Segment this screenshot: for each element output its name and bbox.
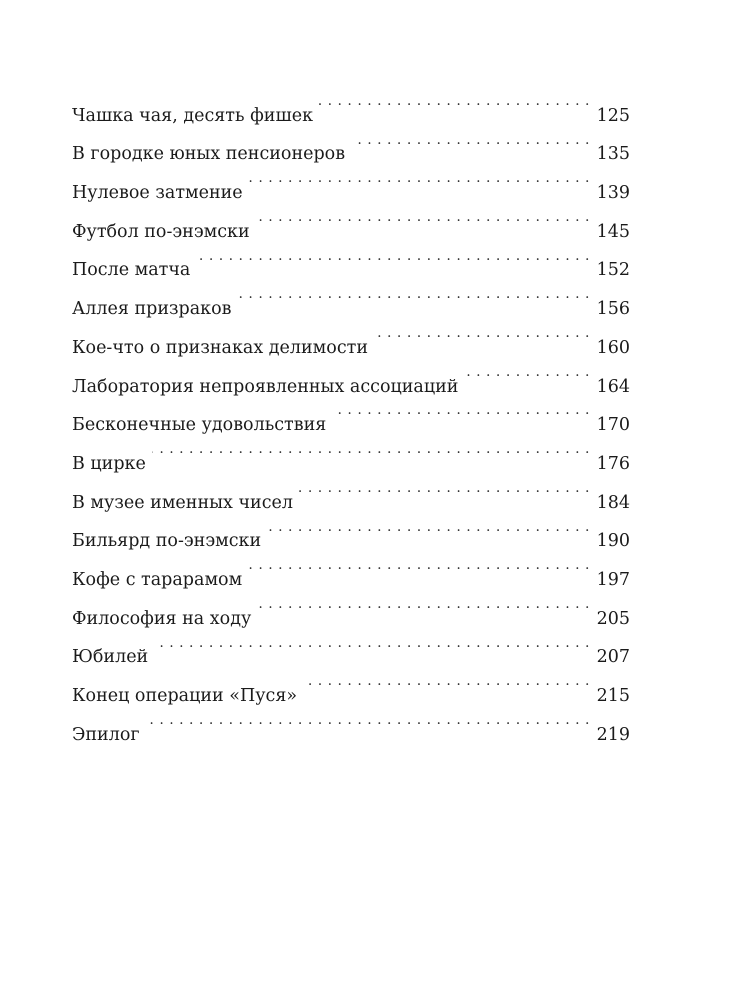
toc-entry-page: 152 [596,260,630,281]
toc-entry [72,469,630,513]
toc-entry-title: Чашка чая, десять фишек [72,105,314,126]
toc-entry-title: Бильярд по-энэмски [72,531,262,552]
toc-entry-title: Конец операции «Пуся» [72,686,298,706]
toc-dot-leader [303,662,590,701]
toc-dot-leader [196,237,590,276]
toc-entry-title: Футбол по-энэмски [72,221,250,242]
toc-entry-page: 170 [596,415,630,436]
toc-entry-page: 184 [596,492,630,513]
toc-entry-page: 160 [596,337,630,358]
toc-entry-title: Нулевое затмение [72,183,243,204]
toc-entry-page: 205 [596,608,630,629]
toc-dot-leader [299,469,590,508]
toc-dot-leader [154,624,590,663]
toc-entry-title: После матча [72,260,191,281]
toc-entry-page: 145 [596,221,630,242]
toc-entry-page: 176 [596,453,630,474]
toc-entry [72,662,630,706]
toc-dot-leader [351,121,590,160]
toc-entry-page: 215 [596,686,630,706]
toc-entry-title: Аллея призраков [72,299,232,320]
toc-entry-page: 219 [596,724,630,745]
toc-entry-title: Эпилог [72,724,140,745]
toc-entry-title: В городке юных пенсионеров [72,144,346,165]
toc-entry-title: Лаборатория непроявленных ассоциаций [72,376,459,397]
toc-entry-title: В цирке [72,453,146,474]
toc-entry-page: 197 [596,569,630,590]
toc-dot-leader [464,353,590,392]
toc-dot-leader [332,392,590,431]
toc-dot-leader [257,585,590,624]
toc-entry-title: Бесконечные удовольствия [72,415,327,436]
toc-entry [72,430,630,474]
toc-entry-page: 190 [596,531,630,552]
toc-dot-leader [146,701,590,740]
toc-entry [72,82,630,126]
toc-entry-title: Юбилей [72,647,149,668]
toc-dot-leader [248,546,590,585]
toc-entry [72,624,630,668]
toc-dot-leader [319,82,590,121]
toc-entry-title: В музее именных чисел [72,492,293,513]
toc-dot-leader [256,198,590,237]
table-of-contents [72,82,630,745]
toc-dot-leader [249,159,590,198]
toc-entry-page: 139 [596,183,630,204]
toc-dot-leader [374,314,590,353]
toc-entry-page: 207 [596,647,630,668]
toc-entry-title: Кое-что о признаках делимости [72,337,368,358]
toc-entry-page: 156 [596,299,630,320]
toc-dot-leader [237,275,590,314]
toc-dot-leader [267,508,590,547]
toc-dot-leader [152,430,590,469]
toc-entry-page: 135 [596,144,630,165]
toc-entry-title: Философия на ходу [72,608,252,629]
toc-entry-page: 164 [596,376,630,397]
toc-entry-page: 125 [596,105,630,126]
toc-entry [72,701,630,745]
toc-entry-title: Кофе с тарарамом [72,569,243,590]
